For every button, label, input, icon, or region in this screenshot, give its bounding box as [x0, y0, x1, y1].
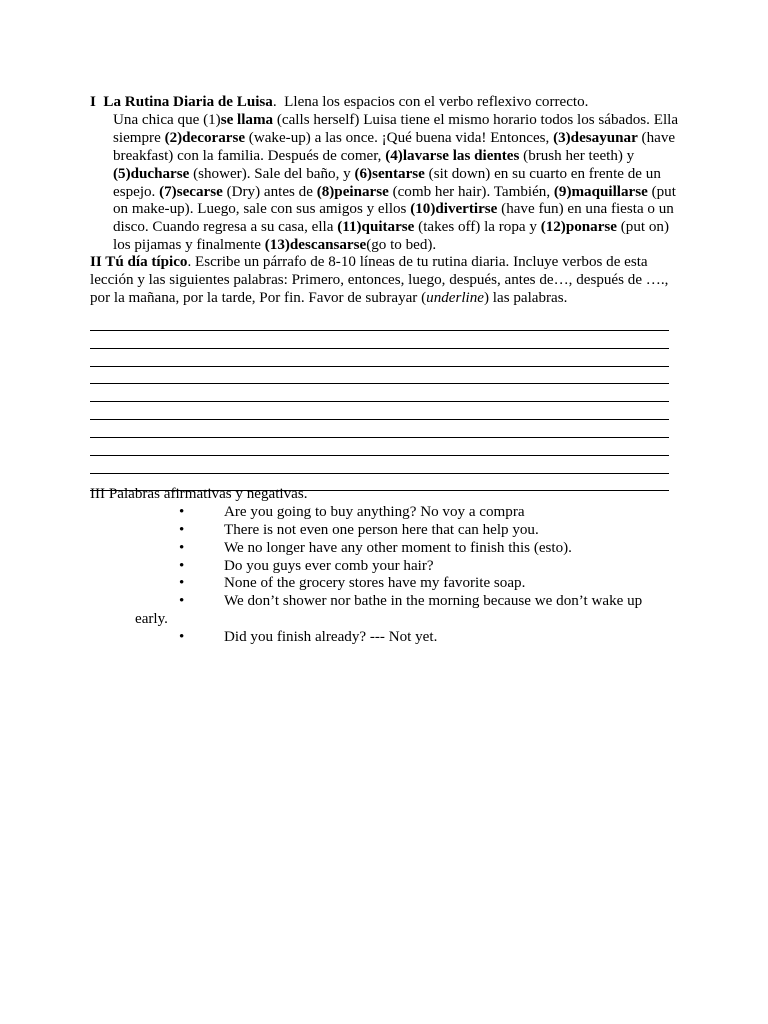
list-item-text: We don’t shower nor bathe in the morning because we don’t wake up [224, 593, 643, 610]
writing-line[interactable] [90, 331, 669, 349]
list-item [90, 575, 680, 593]
section-1-heading: I La Rutina Diaria de Luisa. Llena los espacios con el verbo reflexivo correcto. [90, 94, 589, 110]
writing-lines [90, 313, 669, 491]
list-item-text: None of the grocery stores have my favorite soap. [224, 575, 526, 592]
writing-line[interactable] [90, 438, 669, 456]
answer-11: (11)quitarse [337, 219, 415, 236]
bullet: • [179, 503, 185, 520]
list-item-continuation: early. [135, 611, 168, 628]
list-item [90, 558, 680, 576]
paragraph-text: (go to bed). [366, 237, 437, 254]
answer-9: (9)maquillarse [553, 183, 648, 200]
section-2 [90, 254, 680, 308]
list-item-text: Did you finish already? --- Not yet. [224, 629, 438, 646]
paragraph-text: Una chica que (1) [113, 111, 221, 128]
bullet: • [179, 593, 185, 610]
section-1 [90, 94, 680, 255]
paragraph-text: (put on make-up). Luego, sale con sus amigos y ellos [113, 183, 676, 218]
paragraph-text: (have fun) en una fiesta o un disco. Cuando regresa a su casa, ella [113, 201, 674, 236]
section-3 [90, 486, 680, 647]
list-item [90, 540, 680, 558]
answer-10: (10)divertirse [410, 201, 498, 218]
paragraph-text: (takes off) la ropa y [414, 219, 541, 236]
section-2-instructions-end: ) las palabras. [484, 289, 568, 306]
paragraph-text: (sit down) en su cuarto en frente de un espejo. [113, 165, 661, 200]
writing-line[interactable] [90, 402, 669, 420]
answer-6: (6)sentarse [354, 165, 425, 182]
answer-4: (4)lavarse las dientes [385, 147, 520, 164]
list-item [90, 504, 680, 522]
answer-5: (5)ducharse [113, 165, 190, 182]
list-item-text: We no longer have any other moment to finish this (esto). [224, 539, 572, 556]
writing-line[interactable] [90, 456, 669, 474]
paragraph-text: (put on) los pijamas y finalmente [113, 219, 669, 254]
writing-line[interactable] [90, 420, 669, 438]
list-item [90, 593, 680, 611]
paragraph-text: (have breakfast) con la familia. Después de comer, [113, 129, 676, 164]
list-item-text: Do you guys ever comb your hair? [224, 557, 434, 574]
section-1-number: I [90, 94, 96, 110]
answer-3: (3)desayunar [553, 129, 638, 146]
answer-1: se llama [220, 111, 274, 128]
underline-word: underline [426, 289, 484, 306]
writing-line[interactable] [90, 384, 669, 402]
section-1-instructions: Llena los espacios con el verbo reflexivo correcto. [284, 94, 589, 110]
writing-line[interactable] [90, 313, 669, 331]
writing-line[interactable] [90, 349, 669, 367]
section-2-title: II Tú día típico [90, 254, 188, 270]
bullet: • [179, 575, 185, 592]
answer-2: (2)decorarse [164, 129, 246, 146]
paragraph-text: (comb her hair). También, [388, 183, 554, 200]
answer-7: (7)secarse [159, 183, 223, 200]
bullet: • [179, 557, 185, 574]
section-1-title: La Rutina Diaria de Luisa [103, 94, 273, 110]
paragraph-text: (wake-up) a las once. ¡Qué buena vida! Entonces, [245, 129, 554, 146]
bullet: • [179, 521, 185, 538]
answer-12: (12)ponarse [540, 219, 617, 236]
section-3-title: III Palabras afirmativas y negativas. [90, 486, 308, 502]
section-2-instructions: . Escribe un párrafo de 8-10 líneas de tu rutina diaria. Incluye verbos de esta lección y las siguientes palabras: Primero, entonces, luego, después, antes de…, después de …., por la mañana, por la tarde, Por fin. Favor de subrayar ( [90, 254, 669, 306]
paragraph-text: (Dry) antes de [222, 183, 317, 200]
list-item [90, 629, 680, 647]
paragraph-text: (brush her teeth) y [519, 147, 635, 164]
list-item-text: Are you going to buy anything? No voy a compra [224, 503, 525, 520]
list-item-text: There is not even one person here that can help you. [224, 521, 539, 538]
bullet: • [179, 629, 185, 646]
section-1-paragraph [90, 112, 680, 255]
answer-8: (8)peinarse [316, 183, 389, 200]
paragraph-text: (calls herself) Luisa tiene el mismo horario todos los sábados. Ella siempre [113, 111, 679, 146]
list-item [90, 522, 680, 540]
answer-13: (13)descansarse [264, 237, 367, 254]
paragraph-text: (shower). Sale del baño, y [189, 165, 355, 182]
bullet: • [179, 539, 185, 556]
writing-line[interactable] [90, 367, 669, 385]
